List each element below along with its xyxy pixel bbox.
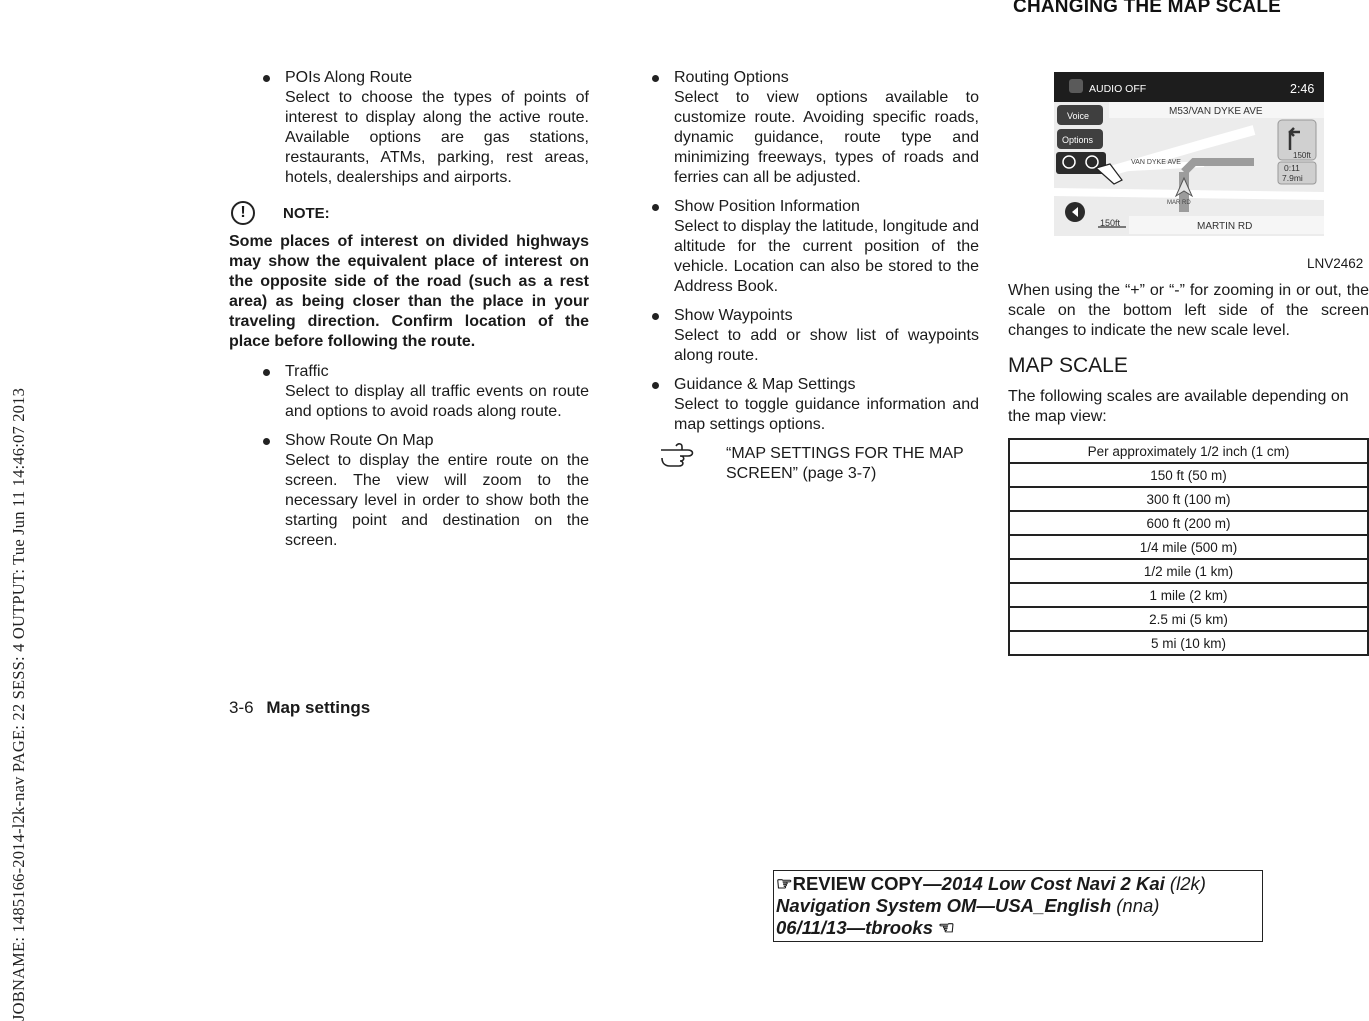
pointing-hand-left-icon: ☜ bbox=[938, 917, 955, 938]
left-column bbox=[229, 68, 589, 560]
job-info-sidebar: JOBNAME: 1485166-2014-l2k-nav PAGE: 22 SESS: 4 OUTPUT: Tue Jun 11 14:46:07 2013 bbox=[9, 387, 28, 1021]
audio-icon bbox=[1069, 79, 1083, 93]
note-label: NOTE: bbox=[283, 205, 330, 222]
street-label-top: M53/VAN DYKE AVE bbox=[1169, 106, 1263, 117]
review-copy-box bbox=[773, 870, 1263, 942]
bullet-icon bbox=[263, 75, 270, 82]
item-title: Show Waypoints bbox=[674, 307, 793, 324]
reference-link[interactable]: “MAP SETTINGS FOR THE MAP SCREEN” (page 3-7) bbox=[726, 445, 964, 482]
table-row bbox=[1009, 559, 1368, 583]
list-item-position bbox=[618, 197, 979, 297]
table-cell: 150 ft (50 m) bbox=[1009, 463, 1368, 487]
table-row bbox=[1009, 631, 1368, 655]
warning-icon: ! bbox=[231, 201, 255, 225]
item-desc: Select to display all traffic events on route and options to avoid roads along route. bbox=[285, 383, 589, 420]
eta-distance: 7.9mi bbox=[1282, 173, 1303, 183]
cross-reference bbox=[618, 444, 979, 484]
zoom-intro: When using the “+” or “-” for zooming in or out, the scale on the bottom left side of the screen changes to indicate the new scale level. bbox=[1008, 282, 1369, 339]
voice-label: Voice bbox=[1067, 111, 1090, 121]
item-title: Routing Options bbox=[674, 69, 789, 86]
table-row bbox=[1009, 487, 1368, 511]
map-screenshot bbox=[1054, 72, 1324, 236]
list-item-routing bbox=[618, 68, 979, 188]
review-manual: Navigation System OM—USA_English bbox=[776, 895, 1112, 916]
list-item-guidance bbox=[618, 375, 979, 435]
map-graphic bbox=[1054, 72, 1324, 236]
item-desc: Select to add or show list of waypoints along route. bbox=[674, 327, 979, 364]
item-title: Traffic bbox=[285, 363, 329, 380]
section-title: CHANGING THE MAP SCALE bbox=[1013, 0, 1281, 17]
review-date: 06/11/13—tbrooks bbox=[776, 917, 933, 938]
item-title: POIs Along Route bbox=[285, 69, 413, 86]
table-header: Per approximately 1/2 inch (1 cm) bbox=[1009, 439, 1368, 463]
bullet-icon bbox=[263, 369, 270, 376]
review-region: (nna) bbox=[1111, 895, 1160, 916]
item-title: Show Position Information bbox=[674, 198, 860, 215]
clock: 2:46 bbox=[1290, 82, 1315, 96]
street-label-cross: MAR RD bbox=[1167, 200, 1191, 206]
table-cell: 300 ft (100 m) bbox=[1009, 487, 1368, 511]
bullet-icon bbox=[652, 75, 659, 82]
scale-table bbox=[1008, 438, 1369, 656]
bullet-icon bbox=[263, 438, 270, 445]
review-label: REVIEW COPY— bbox=[792, 873, 942, 894]
street-label-diag: VAN DYKE AVE bbox=[1131, 159, 1181, 166]
list-item-show-route bbox=[229, 431, 589, 551]
review-product: 2014 Low Cost Navi 2 Kai bbox=[941, 873, 1165, 894]
item-title: Show Route On Map bbox=[285, 432, 434, 449]
table-cell: 2.5 mi (5 km) bbox=[1009, 607, 1368, 631]
bullet-icon bbox=[652, 382, 659, 389]
list-item-traffic bbox=[229, 362, 589, 422]
table-cell: 600 ft (200 m) bbox=[1009, 511, 1368, 535]
audio-status: AUDIO OFF bbox=[1089, 83, 1147, 95]
table-row bbox=[1009, 463, 1368, 487]
list-item-pois bbox=[229, 68, 589, 188]
item-desc: Select to toggle guidance information and map settings options. bbox=[674, 396, 979, 433]
middle-column bbox=[618, 68, 979, 484]
right-column bbox=[1008, 281, 1369, 427]
table-row bbox=[1009, 439, 1368, 463]
street-label-bottom: MARTIN RD bbox=[1197, 221, 1253, 232]
review-code: (l2k) bbox=[1164, 873, 1206, 894]
table-cell: 1 mile (2 km) bbox=[1009, 583, 1368, 607]
table-row bbox=[1009, 607, 1368, 631]
bullet-icon bbox=[652, 204, 659, 211]
table-cell: 5 mi (10 km) bbox=[1009, 631, 1368, 655]
page-footer bbox=[229, 698, 370, 718]
pointing-hand-icon: ☞ bbox=[776, 873, 793, 894]
note-text: Some places of interest on divided highways may show the equivalent place of interest on the opposite side of the road (such as a rest area) as being closer than the place in your traveling direction. Confirm location of the place before following the route. bbox=[229, 233, 589, 350]
page-number: 3-6 bbox=[229, 698, 254, 717]
table-cell: 1/2 mile (1 km) bbox=[1009, 559, 1368, 583]
turn-distance: 150ft bbox=[1293, 151, 1311, 160]
map-scale-heading: MAP SCALE bbox=[1008, 354, 1128, 377]
pointing-hand-icon bbox=[658, 440, 708, 470]
item-desc: Select to display the entire route on the screen. The view will zoom to the necessary level in order to show both the starting point and destination on the screen. bbox=[285, 452, 589, 549]
table-row bbox=[1009, 535, 1368, 559]
table-cell: 1/4 mile (500 m) bbox=[1009, 535, 1368, 559]
figure-id: LNV2462 bbox=[1307, 256, 1364, 271]
list-item-waypoints bbox=[618, 306, 979, 366]
table-row bbox=[1009, 583, 1368, 607]
item-desc: Select to choose the types of points of interest to display along the active route. Available options are gas stations, restaurants, ATMs, parking, rest areas, hotels, dealerships and airports. bbox=[285, 89, 589, 186]
options-label: Options bbox=[1062, 135, 1094, 145]
note-header bbox=[229, 200, 589, 230]
eta-time: 0:11 bbox=[1284, 163, 1300, 173]
scale-indicator: 150ft bbox=[1100, 218, 1121, 228]
scales-intro: The following scales are available depending on the map view: bbox=[1008, 388, 1349, 425]
item-desc: Select to display the latitude, longitude and altitude for the current position of the vehicle. Location can also be stored to the Address Book. bbox=[674, 218, 979, 295]
item-title: Guidance & Map Settings bbox=[674, 376, 856, 393]
table-row bbox=[1009, 511, 1368, 535]
footer-section: Map settings bbox=[266, 698, 371, 717]
bullet-icon bbox=[652, 313, 659, 320]
item-desc: Select to view options available to customize route. Avoiding specific roads, dynamic guidance, route type and minimizing freeways, types of roads and ferries can all be adjusted. bbox=[674, 89, 979, 186]
